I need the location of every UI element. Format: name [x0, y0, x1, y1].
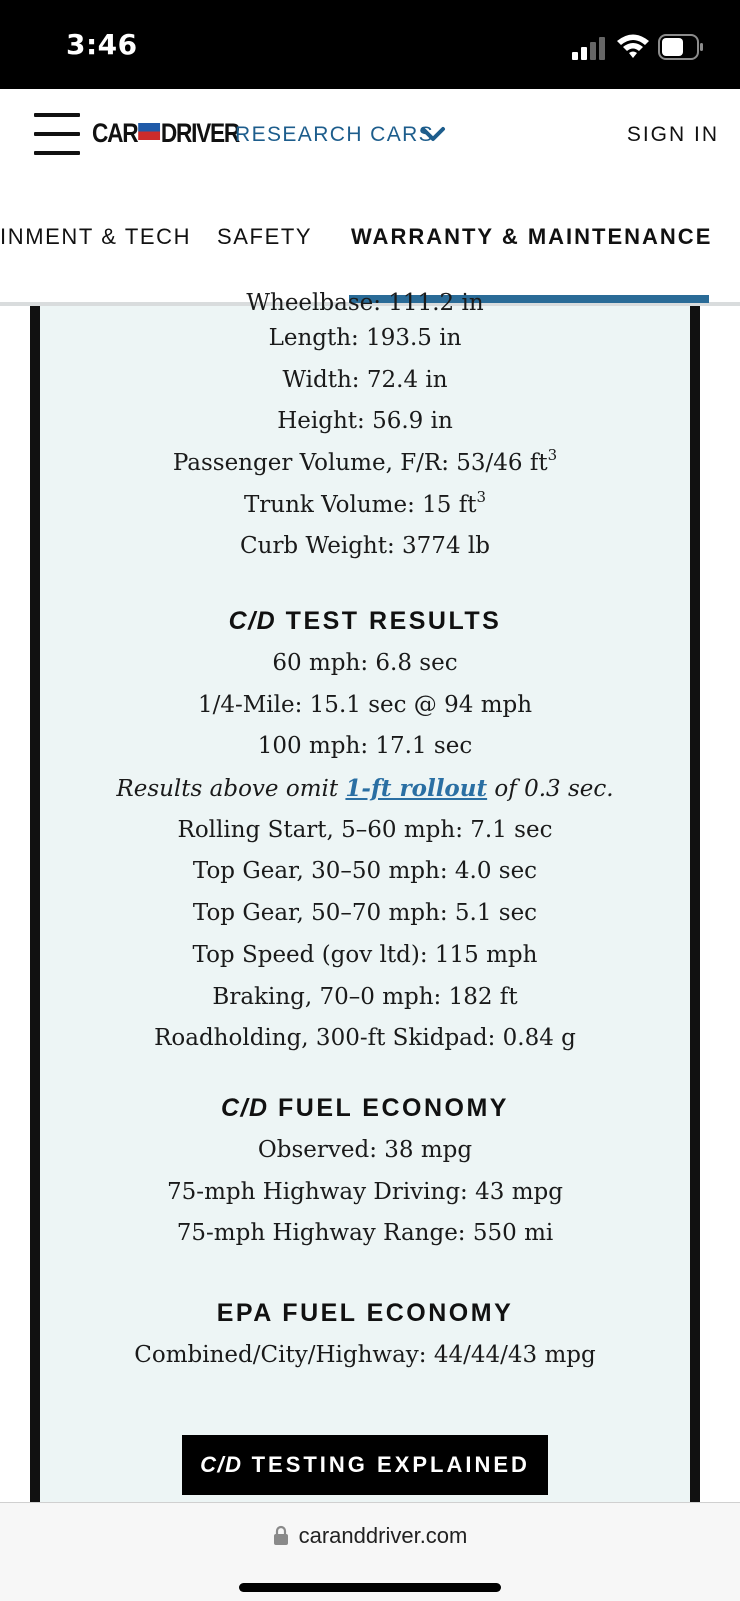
spec-line: Length: 193.5 in — [268, 325, 462, 351]
spec-line-wheelbase: Wheelbase: 111.2 in — [246, 290, 484, 316]
spec-line: Observed: 38 mpg — [257, 1137, 473, 1163]
specs-box — [30, 290, 700, 1504]
test-results-block — [40, 599, 690, 1060]
signal-icon — [572, 36, 606, 60]
spec-line: Top Gear, 30–50 mph: 4.0 sec — [192, 858, 538, 885]
epa-fuel-economy-block — [40, 1291, 690, 1377]
battery-icon — [658, 34, 704, 60]
chevron-down-icon[interactable] — [420, 125, 446, 145]
sign-in-link[interactable]: SIGN IN — [626, 123, 719, 146]
dimensions-block — [40, 318, 690, 568]
fuel-economy-block — [40, 1086, 690, 1255]
wifi-icon — [616, 32, 650, 60]
menu-icon[interactable] — [34, 113, 80, 155]
spec-line: Top Speed (gov ltd): 115 mph — [192, 941, 538, 968]
test-results-heading: C/D TEST RESULTS — [228, 607, 502, 635]
spec-line: 75-mph Highway Range: 550 mi — [176, 1220, 554, 1247]
status-time: 3:46 — [66, 28, 138, 61]
spec-line: 100 mph: 17.1 sec — [257, 733, 473, 760]
spec-line: 75-mph Highway Driving: 43 mpg — [167, 1178, 563, 1205]
spec-line: 60 mph: 6.8 sec — [272, 650, 458, 676]
spec-line: Rolling Start, 5–60 mph: 7.1 sec — [177, 816, 553, 843]
spec-line: Combined/City/Highway: 44/44/43 mpg — [134, 1342, 596, 1368]
fuel-economy-heading: C/D FUEL ECONOMY — [221, 1094, 509, 1122]
spec-line-passenger-volume: Passenger Volume, F/R: 53/46 $ft^3$ — [172, 446, 558, 477]
status-bar — [0, 0, 740, 89]
spec-line: Width: 72.4 in — [282, 366, 448, 393]
spec-line: 1/4-Mile: 15.1 sec @ 94 mph — [197, 691, 533, 718]
tab-warranty-maintenance[interactable]: WARRANTY & MAINTENANCE — [351, 224, 713, 249]
rollout-note: Results above omit 1-ft rollout of 0.3 sec. — [116, 775, 614, 803]
address-bar[interactable] — [0, 1523, 740, 1549]
url-text: caranddriver.com — [298, 1523, 468, 1548]
tab-entertainment-tech[interactable]: INMENT & TECH — [0, 224, 192, 249]
epa-heading: EPA FUEL ECONOMY — [216, 1299, 514, 1327]
research-cars-link[interactable]: RESEARCH CARS — [235, 123, 435, 146]
spec-line-trunk-volume: Trunk Volume: 15 $ft^3$ — [243, 487, 487, 518]
rollout-link[interactable]: 1-ft rollout — [345, 775, 488, 803]
spec-line: Roadholding, 300-ft Skidpad: 0.84 g — [154, 1025, 576, 1052]
site-header — [0, 89, 740, 189]
site-logo[interactable]: CAR DRIVER — [92, 118, 240, 148]
tab-safety[interactable]: SAFETY — [217, 224, 313, 249]
spec-line: Height: 56.9 in — [277, 408, 453, 435]
spec-line: Braking, 70–0 mph: 182 ft — [212, 983, 518, 1010]
home-indicator[interactable] — [239, 1583, 501, 1592]
browser-bar — [0, 1502, 740, 1601]
spec-line: Curb Weight: 3774 lb — [240, 533, 490, 560]
spec-line: Top Gear, 50–70 mph: 5.1 sec — [192, 900, 538, 927]
testing-explained-button[interactable]: C/D TESTING EXPLAINED — [182, 1435, 548, 1495]
lock-icon — [273, 1525, 289, 1545]
